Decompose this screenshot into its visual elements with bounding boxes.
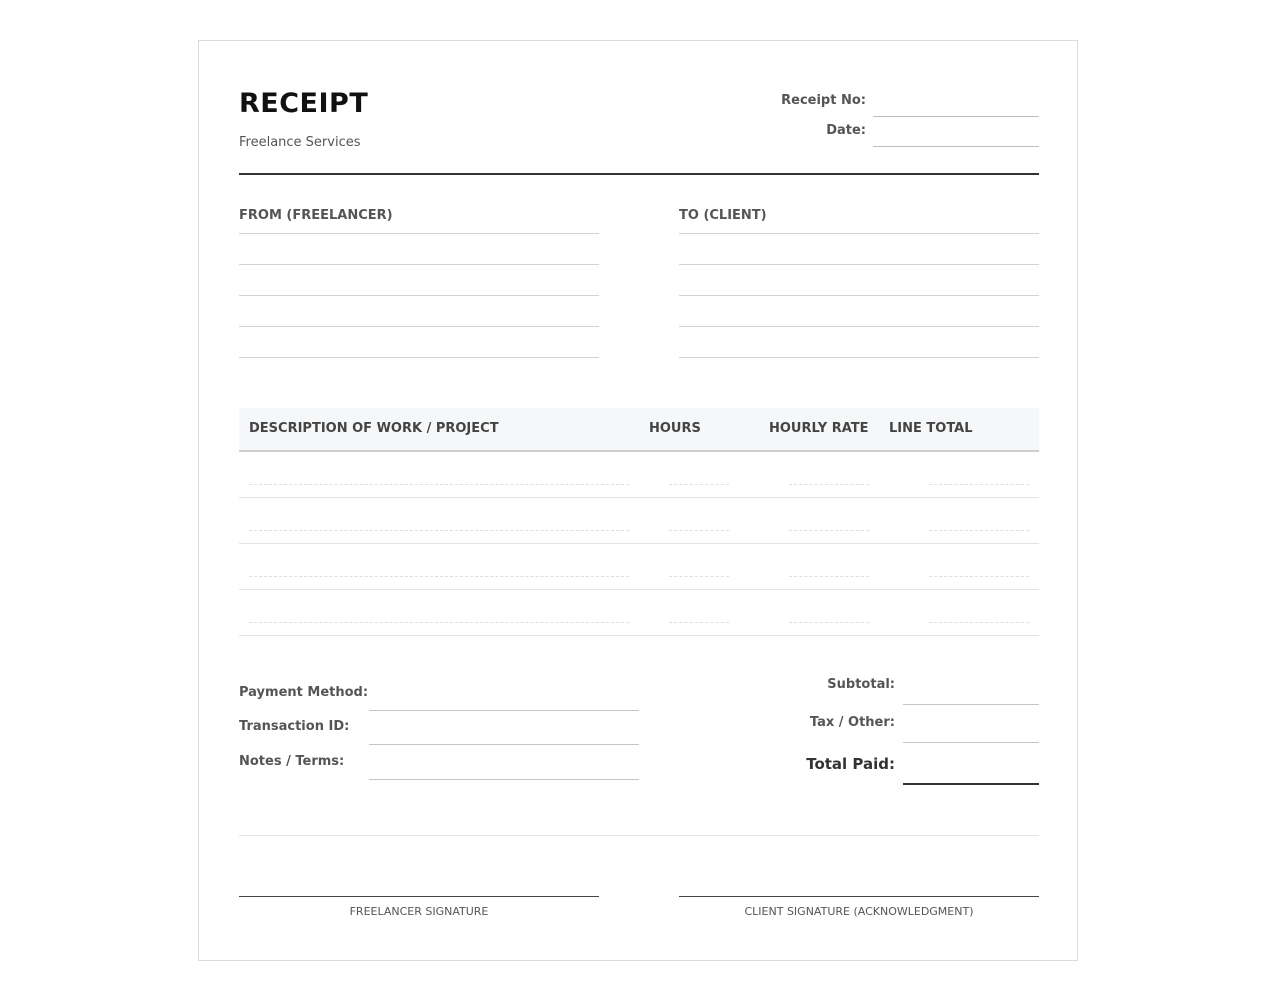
table-header <box>239 408 1039 452</box>
to-line[interactable] <box>679 326 1039 327</box>
description-field[interactable] <box>249 576 629 577</box>
table-row <box>239 635 1039 636</box>
notes-terms-field[interactable] <box>369 779 639 780</box>
total-paid-label: Total Paid: <box>806 755 895 773</box>
from-line[interactable] <box>239 295 599 296</box>
to-label: TO (CLIENT) <box>679 208 767 223</box>
notes-terms-label: Notes / Terms: <box>239 754 345 769</box>
to-line[interactable] <box>679 357 1039 358</box>
client-signature-label: CLIENT SIGNATURE (ACKNOWLEDGMENT) <box>744 905 974 918</box>
rate-field[interactable] <box>789 484 869 485</box>
to-line[interactable] <box>679 264 1039 265</box>
receipt-no-label: Receipt No: <box>781 93 866 108</box>
tax-other-label: Tax / Other: <box>809 715 895 730</box>
tax-other-field[interactable] <box>903 742 1039 743</box>
receipt-no-field[interactable] <box>873 116 1039 117</box>
receipt-subtitle: Freelance Services <box>239 135 361 150</box>
line-total-field[interactable] <box>929 576 1029 577</box>
subtotal-label: Subtotal: <box>827 677 895 692</box>
total-paid-field[interactable] <box>903 783 1039 785</box>
column-header-hours: HOURS <box>649 421 701 436</box>
line-total-field[interactable] <box>929 484 1029 485</box>
receipt-paper <box>198 40 1078 961</box>
table-row <box>239 497 1039 498</box>
freelancer-signature-line[interactable] <box>239 896 599 897</box>
description-field[interactable] <box>249 530 629 531</box>
signature-divider <box>239 835 1039 836</box>
table-row <box>239 543 1039 544</box>
transaction-id-field[interactable] <box>369 744 639 745</box>
hours-field[interactable] <box>669 622 729 623</box>
column-header-line-total: LINE TOTAL <box>889 421 973 436</box>
from-line[interactable] <box>239 233 599 234</box>
description-field[interactable] <box>249 622 629 623</box>
column-header-description: DESCRIPTION OF WORK / PROJECT <box>249 421 499 436</box>
hours-field[interactable] <box>669 484 729 485</box>
date-label: Date: <box>826 123 866 138</box>
line-total-field[interactable] <box>929 622 1029 623</box>
to-line[interactable] <box>679 233 1039 234</box>
line-total-field[interactable] <box>929 530 1029 531</box>
subtotal-field[interactable] <box>903 704 1039 705</box>
rate-field[interactable] <box>789 622 869 623</box>
from-line[interactable] <box>239 326 599 327</box>
from-label: FROM (FREELANCER) <box>239 208 393 223</box>
hours-field[interactable] <box>669 530 729 531</box>
client-signature-line[interactable] <box>679 896 1039 897</box>
freelancer-signature-label: FREELANCER SIGNATURE <box>349 905 489 918</box>
receipt-title: RECEIPT <box>239 88 369 119</box>
rate-field[interactable] <box>789 576 869 577</box>
rate-field[interactable] <box>789 530 869 531</box>
from-line[interactable] <box>239 264 599 265</box>
hours-field[interactable] <box>669 576 729 577</box>
description-field[interactable] <box>249 484 629 485</box>
transaction-id-label: Transaction ID: <box>239 719 350 734</box>
table-row <box>239 589 1039 590</box>
to-line[interactable] <box>679 295 1039 296</box>
payment-method-label: Payment Method: <box>239 685 369 700</box>
from-line[interactable] <box>239 357 599 358</box>
date-field[interactable] <box>873 146 1039 147</box>
payment-method-field[interactable] <box>369 710 639 711</box>
column-header-hourly-rate: HOURLY RATE <box>769 421 869 436</box>
header-divider <box>239 173 1039 175</box>
